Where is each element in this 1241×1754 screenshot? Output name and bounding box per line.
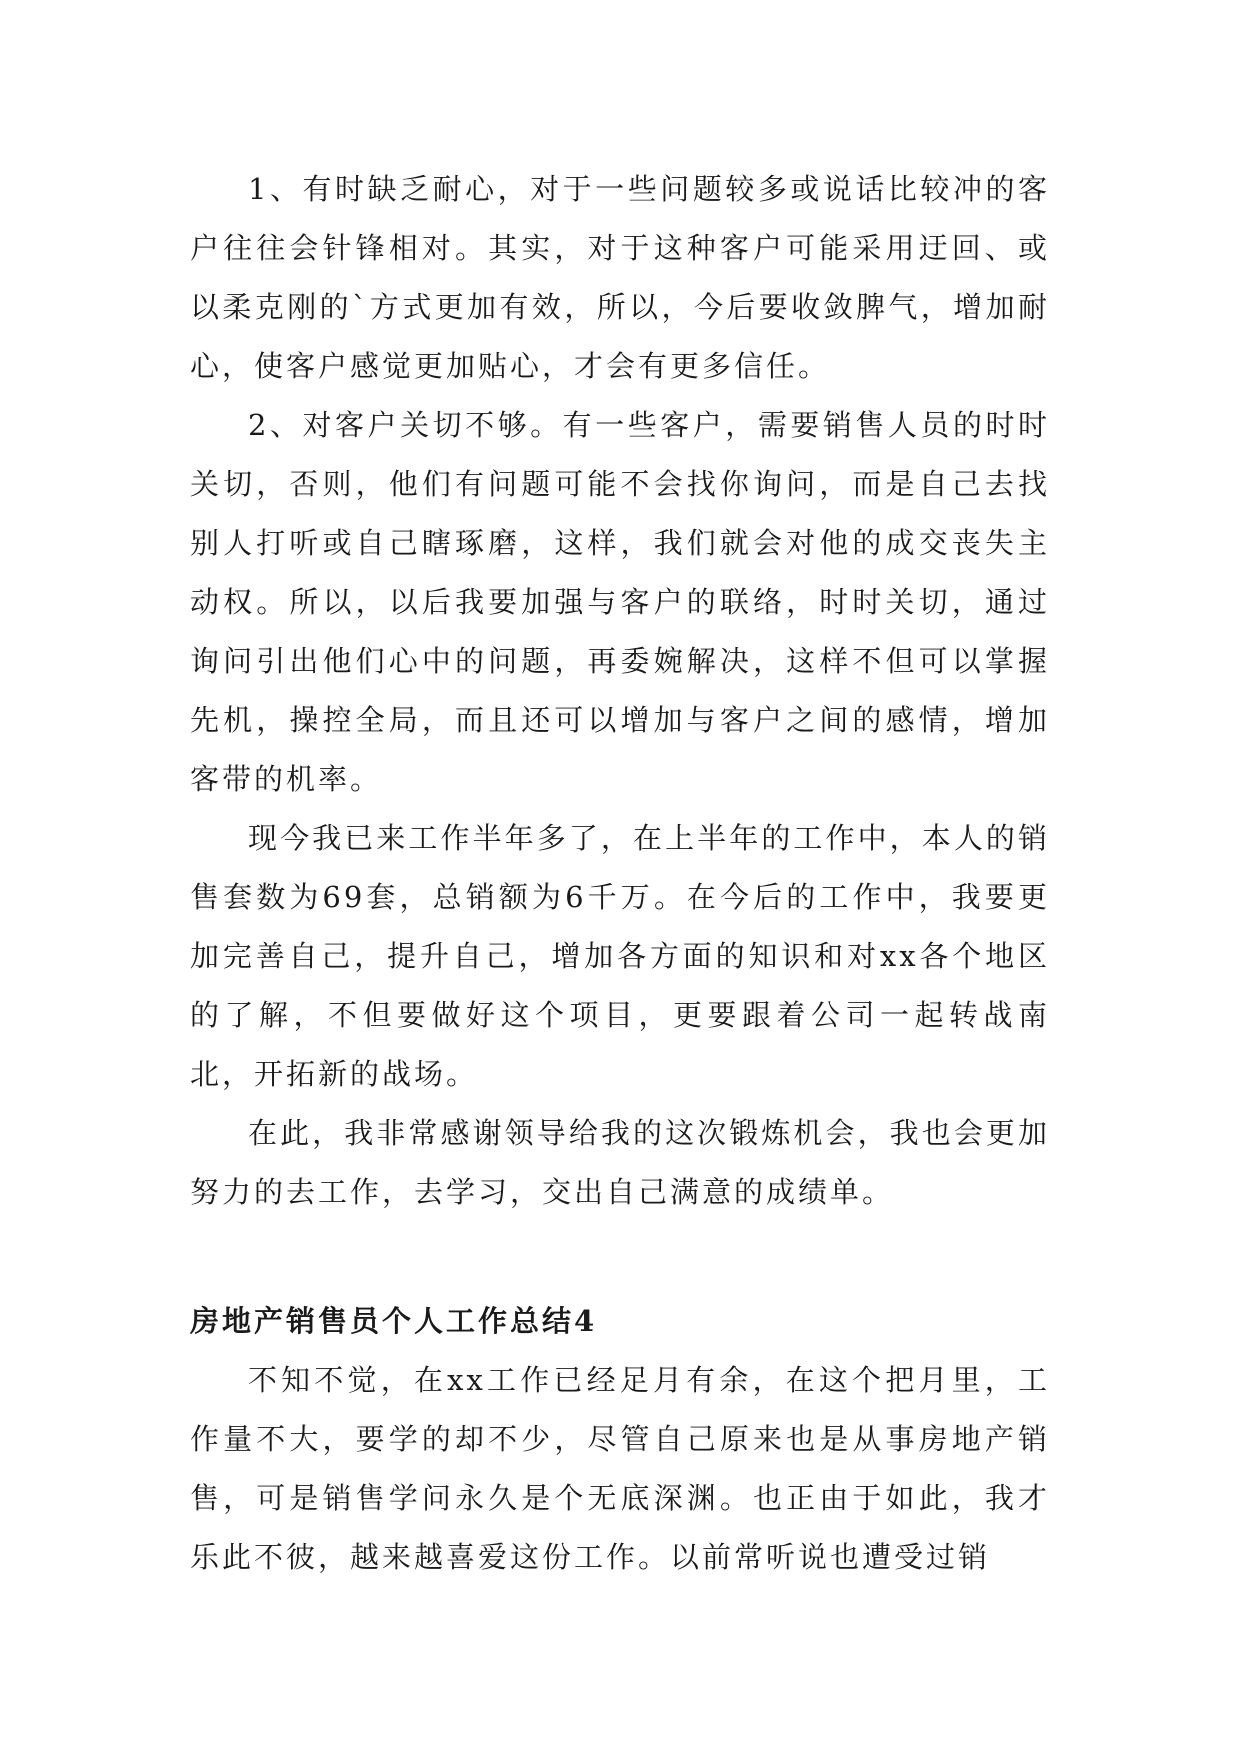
document-body: [190, 160, 1050, 1587]
paragraph-summary-4-intro: 不知不觉，在xx工作已经足月有余，在这个把月里，工作量不大，要学的却不少，尽管自己原来也是从事房地产销售，可是销售学问永久是个无底深渊。也正由于如此，我才乐此不彼，越来越喜爱这份工作。以前常听说也遭受过销: [190, 1363, 1050, 1574]
paragraph-sales-results: 现今我已来工作半年多了，在上半年的工作中，本人的销售套数为69套，总销额为6千万。在今后的工作中，我要更加完善自己，提升自己，增加各方面的知识和对xx各个地区的了解，不但要做好这个项目，更要跟着公司一起转战南北，开拓新的战场。: [190, 821, 1050, 1091]
paragraph-impatience: 1、有时缺乏耐心，对于一些问题较多或说话比较冲的客户往往会针锋相对。其实，对于这种客户可能采用迂回、或以柔克刚的`方式更加有效，所以，今后要收敛脾气，增加耐心，使客户感觉更加贴心，才会有更多信任。: [190, 172, 1050, 383]
paragraph-customer-care: 2、对客户关切不够。有一些客户，需要销售人员的时时关切，否则，他们有问题可能不会找你询问，而是自己去找别人打听或自己瞎琢磨，这样，我们就会对他的成交丧失主动权。所以，以后我要加强与客户的联络，时时关切，通过询问引出他们心中的问题，再委婉解决，这样不但可以掌握先机，操控全局，而且还可以增加与客户之间的感情，增加客带的机率。: [190, 408, 1050, 796]
paragraph-thanks: 在此，我非常感谢领导给我的这次锻炼机会，我也会更加努力的去工作，去学习，交出自己满意的成绩单。: [190, 1116, 1050, 1209]
section-title: 房地产销售员个人工作总结4: [190, 1304, 598, 1338]
